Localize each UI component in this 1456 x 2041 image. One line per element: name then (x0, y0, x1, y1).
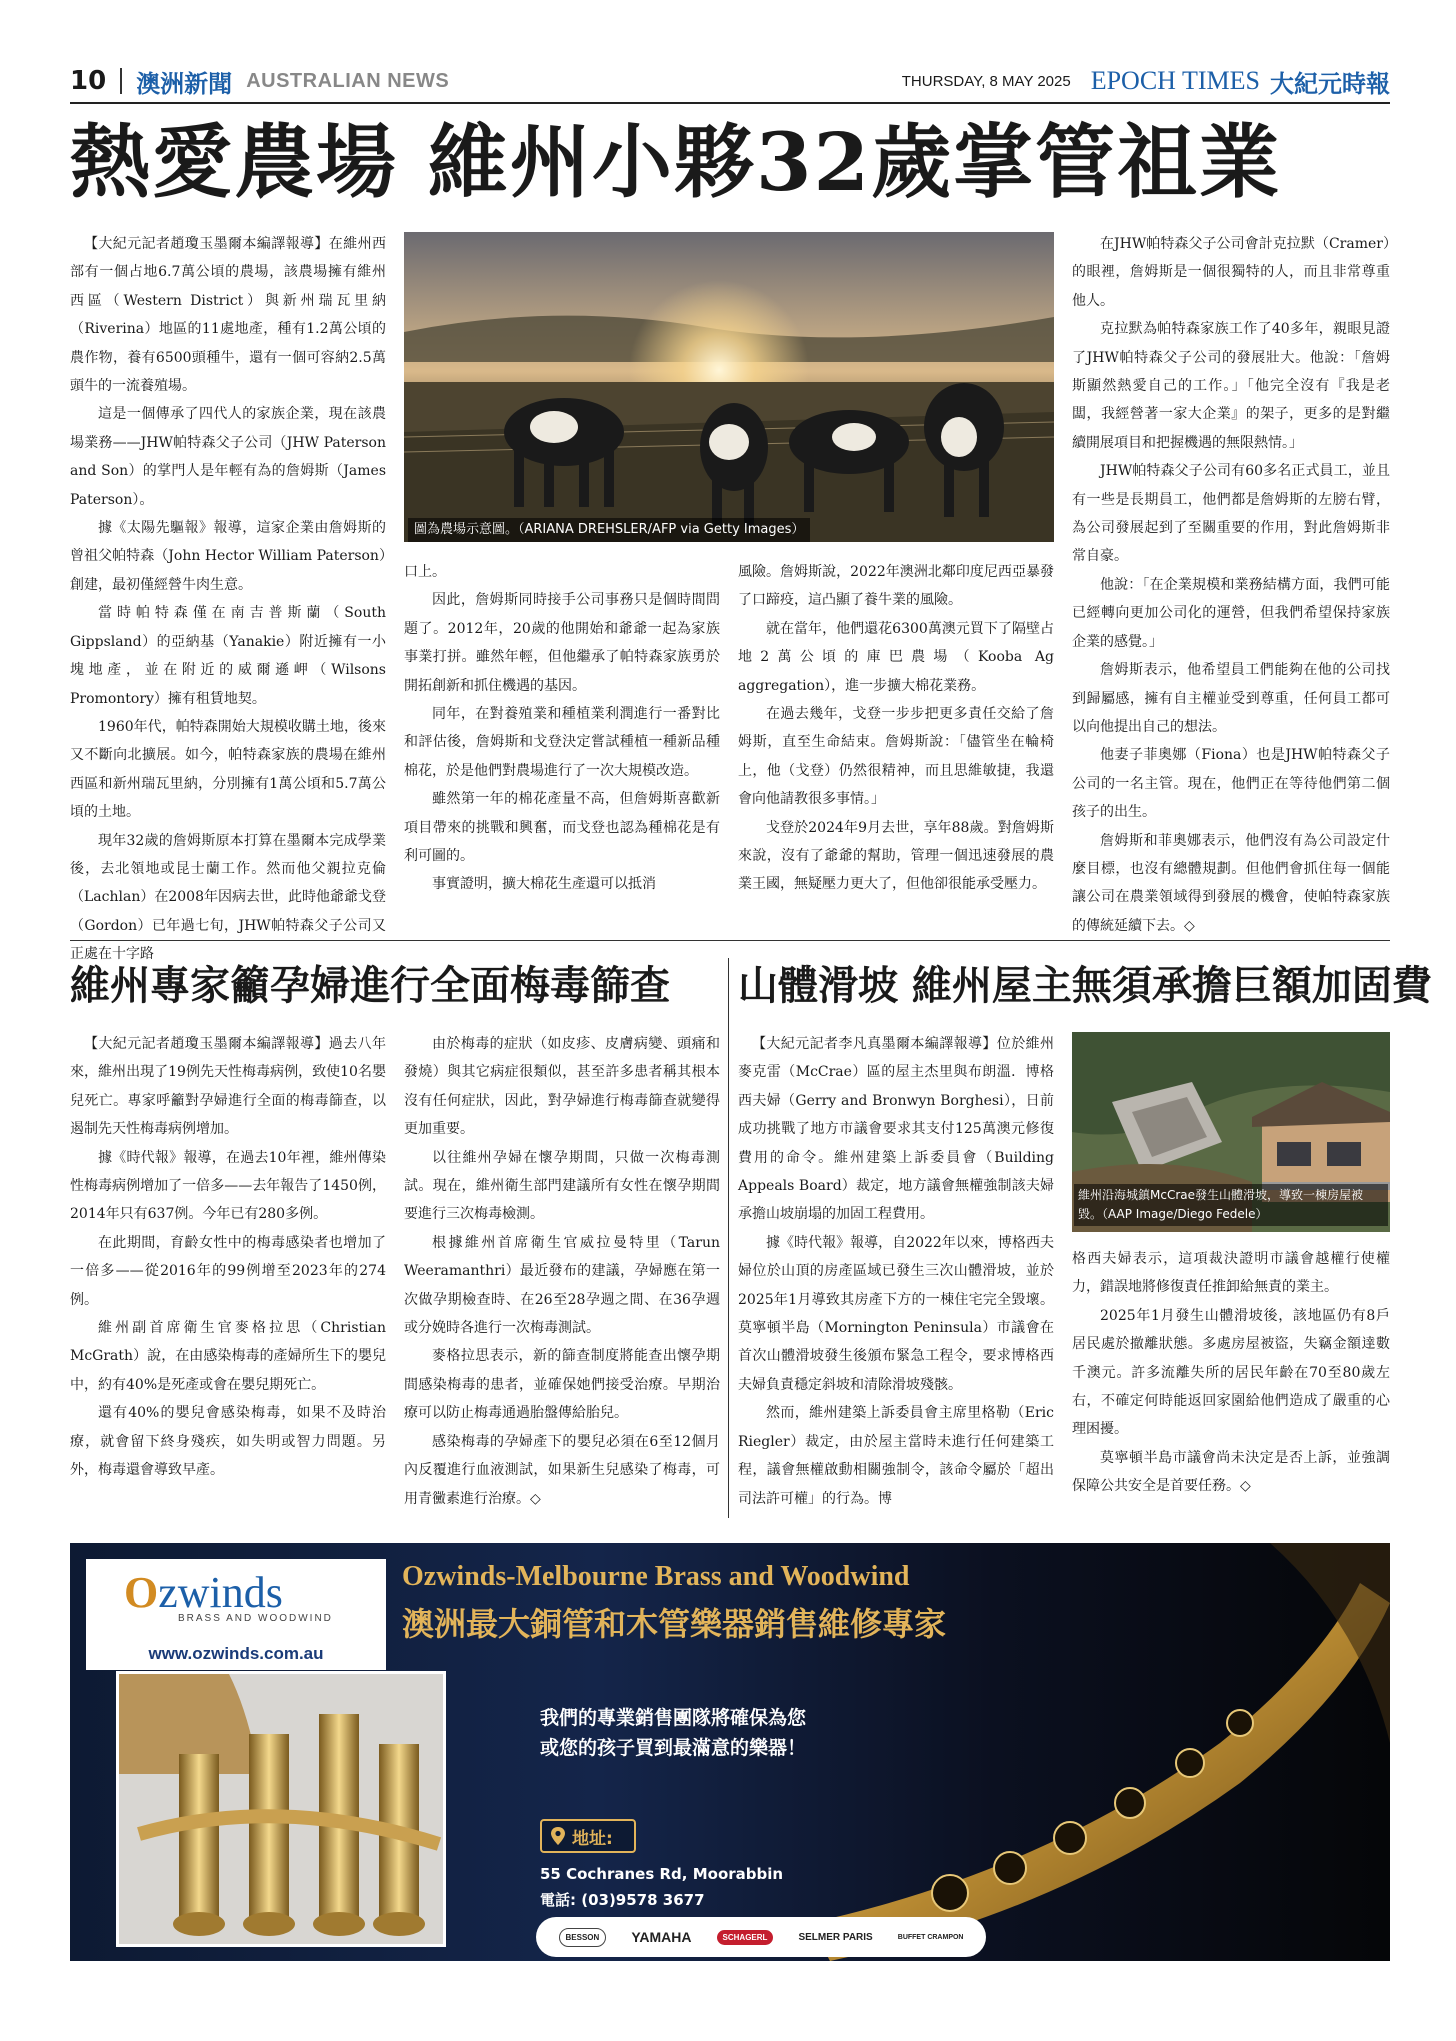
paragraph: 1960年代，帕特森開始大規模收購土地，後來又不斷向北擴展。如今，帕特森家族的農場在維州西區和新州瑞瓦里納，分別擁有1萬公頃和5.7萬公頃的土地。 (70, 718, 386, 821)
paragraph: 在此期間，育齡女性中的梅毒感染者也增加了一倍多——從2016年的99例增至2023年的274例。 (70, 1234, 386, 1308)
paragraph: 戈登於2024年9月去世，享年88歲。對詹姆斯來說，沒有了爺爺的幫助，管理一個迅速發展的農業王國，無疑壓力更大了，但他卻很能承受壓力。 (738, 819, 1054, 893)
column-divider (728, 958, 729, 1518)
article-1-headline: 熱愛農場 維州小夥32歲掌管祖業 (70, 115, 1282, 209)
article-2-column-1 (70, 1030, 386, 1520)
store-phone[interactable]: 電話: (03)9578 3677 (540, 1891, 705, 1909)
page-number: 10 (70, 66, 107, 96)
cows-farm-photo (404, 232, 1054, 542)
paragraph: 雖然第一年的棉花產量不高，但詹姆斯喜歡新項目帶來的挑戰和興奮，而戈登也認為種棉花是有利可圖的。 (404, 791, 720, 865)
paragraph: 現年32歲的詹姆斯原本打算在墨爾本完成學業後，去北領地或昆士蘭工作。然而他父親拉克倫（Lachlan）在2008年因病去世，此時他爺爺戈登（Gordon）已年過七旬，JHW帕特森父子公司又正處在十字路 (70, 832, 386, 963)
ad-title-en: Ozwinds-Melbourne Brass and Woodwind (402, 1561, 910, 1592)
ad-tagline-line-1: 我們的專業銷售團隊將確保為您 (540, 1707, 807, 1729)
paragraph: 克拉默為帕特森家族工作了40多年，親眼見證了JHW帕特森父子公司的發展壯大。他說：「詹姆斯顯然熱愛自己的工作。」「他完全沒有『我是老闆，我經營著一家大企業』的架子，更多的是對繼續開展項目和把握機遇的無限熱情。」 (1072, 321, 1390, 451)
masthead (70, 60, 1390, 104)
paragraph: 就在當年，他們還花6300萬澳元買下了隔壁占地2萬公頃的庫巴農場（Kooba Ag aggregation），進一步擴大棉花業務。 (738, 620, 1054, 694)
masthead-divider (120, 68, 122, 94)
ozwinds-logo-box (86, 1559, 386, 1644)
paragraph: 詹姆斯和菲奧娜表示，他們沒有為公司設定什麼目標，也沒有總體規劃。但他們會抓住每一個能讓公司在農業領域得到發展的機會，使帕特森家族的傳統延續下去。◇ (1072, 832, 1390, 934)
article-2-column-2 (404, 1030, 720, 1520)
paragraph: 同年，在對養殖業和種植業利潤進行一番對比和評估後，詹姆斯和戈登決定嘗試種植一種新品種棉花，於是他們對農場進行了一次大規模改造。 (404, 706, 720, 779)
section-title-zh: 澳洲新聞 (136, 69, 233, 98)
paragraph: JHW帕特森父子公司有60多名正式員工，並且有一些是長期員工，他們都是詹姆斯的左膀右臂，為公司發展起到了至關重要的作用，對此詹姆斯非常自豪。 (1072, 463, 1390, 565)
paragraph: 格西夫婦表示，這項裁決證明市議會越權行使權力，錯誤地將修復責任推卸給無責的業主。 (1072, 1251, 1390, 1296)
address-badge (540, 1819, 636, 1853)
article-3-column-1 (738, 1030, 1054, 1520)
saxophone-photo (890, 1543, 1390, 1961)
brand-buffet-crampon: BUFFET CRAMPON (897, 1933, 964, 1941)
brand-logo-zh: 大紀元時報 (1270, 68, 1390, 98)
article-1-photo (404, 232, 1054, 542)
paragraph: 當時帕特森僅在南吉普斯蘭（South Gippsland）的亞納基（Yanakie）附近擁有一小塊地產，並在附近的威爾遜岬（Wilsons Promontory）擁有租賃地契。 (70, 605, 386, 707)
paragraph: 據《太陽先驅報》報導，這家企業由詹姆斯的曾祖父帕特森（John Hector William Paterson）創建，最初僅經營牛肉生意。 (70, 520, 386, 593)
paragraph: 以往維州孕婦在懷孕期間，只做一次梅毒測試。現在，維州衛生部門建議所有女性在懷孕期間要進行三次梅毒檢測。 (404, 1149, 720, 1223)
address-label: 地址: (572, 1829, 613, 1849)
store-address: 55 Cochranes Rd, Moorabbin (540, 1865, 784, 1883)
article-1-photo-caption: 圖為農場示意圖。（ARIANA DREHSLER/AFP via Getty Images） (408, 518, 810, 542)
paragraph: 然而，維州建築上訴委員會主席里格勒（Eric Riegler）裁定，由於屋主當時未進行任何建築工程，議會無權啟動相關強制令，該命令屬於「超出司法許可權」的行為。博 (738, 1405, 1054, 1507)
brand-logos-strip (536, 1917, 986, 1957)
ozwinds-website-link[interactable]: www.ozwinds.com.au (86, 1644, 386, 1670)
ad-tagline (540, 1703, 806, 1763)
article-1-column-2 (404, 558, 720, 930)
paragraph: 據《時代報》報導，在過去10年裡，維州傳染性梅毒病例增加了一倍多——去年報告了1450例，2014年只有637例。今年已有280多例。 (70, 1149, 386, 1223)
paragraph: 在過去幾年，戈登一步步把更多責任交給了詹姆斯，直至生命結束。詹姆斯說：「儘管坐在輪椅上，他（戈登）仍然很精神，而且思維敏捷，我還會向他請教很多事情。」 (738, 706, 1054, 808)
paragraph: 由於梅毒的症狀（如皮疹、皮膚病變、頭痛和發燒）與其它病症很類似，甚至許多患者稱其根本沒有任何症狀，因此，對孕婦進行梅毒篩查就變得更加重要。 (404, 1036, 720, 1138)
brand-besson: BESSON (559, 1928, 607, 1947)
paragraph: 風險。詹姆斯說，2022年澳洲北鄰印度尼西亞暴發了口蹄疫，這凸顯了養牛業的風險。 (738, 564, 1054, 609)
article-3-photo-caption: 維州沿海城鎮McCrae發生山體滑坡，導致一棟房屋被毀。（AAP Image/Diego Fedele） (1074, 1184, 1388, 1226)
brand-yamaha: YAMAHA (631, 1929, 692, 1945)
paragraph: 口上。 (404, 564, 446, 580)
paragraph: 詹姆斯表示，他希望員工們能夠在他的公司找到歸屬感，擁有自主權並受到尊重，任何員工都可以向他提出自己的想法。 (1072, 662, 1390, 735)
issue-date: THURSDAY, 8 MAY 2025 (901, 72, 1071, 90)
brand-schagerl: SCHAGERL (717, 1930, 774, 1945)
ozwinds-advertisement[interactable] (70, 1543, 1390, 1961)
section-title-en: AUSTRALIAN NEWS (246, 69, 450, 92)
paragraph: 因此，詹姆斯同時接手公司事務只是個時間問題了。2012年，20歲的他開始和爺爺一起為家族事業打拼。雖然年輕，但他繼承了帕特森家族勇於開拓創新和抓住機遇的基因。 (404, 592, 720, 694)
paragraph: 【大紀元記者趙瓊玉墨爾本編譯報導】過去八年來，維州出現了19例先天性梅毒病例，致使10名嬰兒死亡。專家呼籲對孕婦進行全面的梅毒篩查，以遏制先天性梅毒病例增加。 (70, 1036, 386, 1138)
paragraph: 他說：「在企業規模和業務結構方面，我們可能已經轉向更加公司化的運營，但我們希望保持家族企業的感覺。」 (1072, 576, 1390, 650)
paragraph: 在JHW帕特森父子公司會計克拉默（Cramer）的眼裡，詹姆斯是一個很獨特的人，而且非常尊重他人。 (1072, 236, 1390, 309)
article-3-photo (1072, 1032, 1390, 1232)
paragraph: 這是一個傳承了四代人的家族企業，現在該農場業務——JHW帕特森父子公司（JHW Paterson and Son）的掌門人是年輕有為的詹姆斯（James Paterson）。 (70, 406, 386, 508)
paragraph: 【大紀元記者趙瓊玉墨爾本編譯報導】在維州西部有一個占地6.7萬公頃的農場，該農場擁有維州西區（Western District）與新州瑞瓦里納（Riverina）地區的11處地產，種有1.2萬公頃的農作物，養有6500頭種牛，還有一個可容納2.5萬頭牛的一流養殖場。 (70, 236, 386, 395)
paragraph: 維州副首席衛生官麥格拉思（Christian McGrath）說，在由感染梅毒的產婦所生下的嬰兒中，約有40%是死產或會在嬰兒期死亡。 (70, 1320, 386, 1393)
ozwinds-logo-subtitle: BRASS AND WOODWIND (178, 1613, 333, 1624)
article-3-column-2 (1072, 1245, 1390, 1520)
paragraph: 感染梅毒的孕婦產下的嬰兒必須在6至12個月內反覆進行血液測試，如果新生兒感染了梅毒，可用青黴素進行治療。◇ (404, 1433, 720, 1507)
paragraph: 【大紀元記者李凡真墨爾本編譯報導】位於維州麥克雷（McCrae）區的屋主杰里與布朗溫．博格西夫婦（Gerry and Bronwyn Borghesi），日前成功挑戰了地方市議會要求其支付125萬澳元修復費用的命令。維州建築上訴委員會（Building Appeals Board）裁定，地方議會無權強制該夫婦承擔山坡崩塌的加固工程費用。 (738, 1036, 1054, 1223)
paragraph: 2025年1月發生山體滑坡後，該地區仍有8戶居民處於撤離狀態。多處房屋被盜，失竊金額達數千澳元。許多流離失所的居民年齡在70至80歲左右，不確定何時能返回家園給他們造成了嚴重的心理困擾。 (1072, 1307, 1390, 1438)
brass-valves-image (119, 1674, 443, 1944)
paragraph: 據《時代報》報導，自2022年以來，博格西夫婦位於山頂的房產區域已發生三次山體滑坡，並於2025年1月導致其房產下方的一棟住宅完全毀壞。莫寧頓半島（Mornington Peninsula）市議會在首次山體滑坡發生後頒布緊急工程令，要求博格西夫婦負責穩定斜坡和清除滑坡殘骸。 (738, 1234, 1054, 1393)
paragraph: 還有40%的嬰兒會感染梅毒，如果不及時治療，就會留下終身殘疾，如失明或智力問題。另外，梅毒還會導致早產。 (70, 1405, 386, 1479)
article-1-column-4 (1072, 230, 1390, 934)
paragraph: 麥格拉思表示，新的篩查制度將能查出懷孕期間感染梅毒的患者，並確保她們接受治療。早期治療可以防止梅毒通過胎盤傳給胎兒。 (404, 1348, 720, 1422)
article-3-headline: 山體滑坡 維州屋主無須承擔巨額加固費 (738, 963, 1432, 1009)
ad-tagline-line-2: 或您的孩子買到最滿意的樂器！ (540, 1737, 807, 1759)
paragraph: 他妻子菲奧娜（Fiona）也是JHW帕特森父子公司的一名主管。現在，他們正在等待他們第二個孩子的出生。 (1072, 747, 1390, 821)
paragraph: 莫寧頓半島市議會尚未決定是否上訴，並強調保障公共安全是首要任務。◇ (1072, 1449, 1390, 1495)
paragraph: 事實證明，擴大棉花生產還可以抵消 (432, 876, 656, 893)
article-2-headline: 維州專家籲孕婦進行全面梅毒篩查 (70, 963, 670, 1009)
paragraph: 根據維州首席衛生官威拉曼特里（Tarun Weeramanthri）最近發布的建議，孕婦應在第一次做孕期檢查時、在26至28孕週之間、在36孕週或分娩時各進行一次梅毒測試。 (404, 1234, 720, 1337)
ozwinds-logo-text: zwinds (158, 1568, 283, 1617)
brand-logo-en: EPOCH TIMES (1090, 66, 1260, 95)
ozwinds-logo (124, 1567, 283, 1618)
article-1-column-1 (70, 230, 386, 963)
location-pin-icon (550, 1827, 566, 1845)
article-1-column-3 (738, 558, 1054, 930)
ozwinds-logo-o: O (124, 1568, 159, 1617)
brand-selmer: SELMER PARIS (798, 1931, 873, 1943)
section-divider (70, 940, 1390, 941)
ad-title-zh: 澳洲最大銅管和木管樂器銷售維修專家 (402, 1605, 947, 1643)
brass-instruments-photo (116, 1671, 446, 1947)
